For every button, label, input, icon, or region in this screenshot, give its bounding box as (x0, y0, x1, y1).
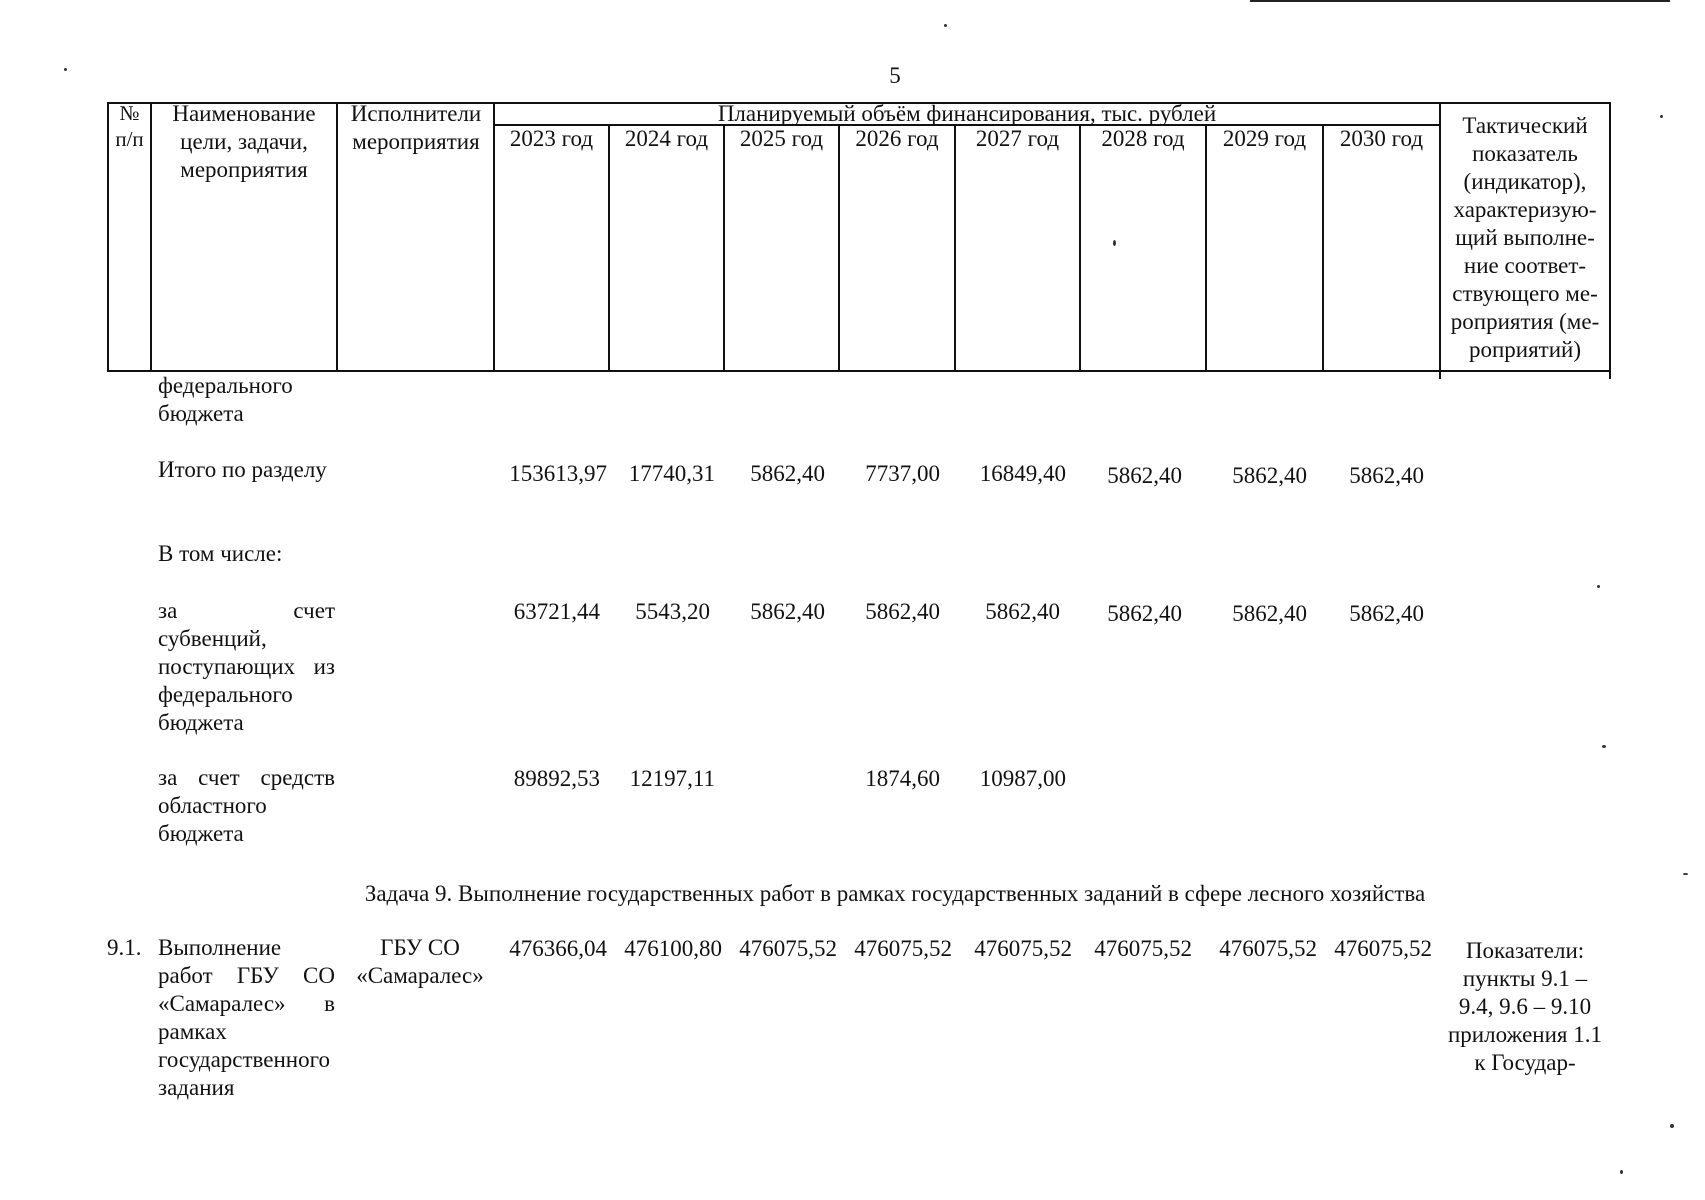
year-2023-header: 2023 год (509, 126, 594, 151)
item-9-1-name: Выполнение работ ГБУ СО «Самаралес» в рамках государственного задания (158, 935, 335, 1100)
scan-speck (1620, 1170, 1623, 1174)
col-executor-header: Исполнители мероприятия (350, 101, 482, 154)
subventions-2030: 5862,40 (1349, 601, 1424, 626)
item-9-1-executor (345, 934, 495, 990)
total-2030: 5862,40 (1349, 463, 1424, 488)
year-2025-header: 2025 год (739, 126, 824, 151)
regional-2023: 89892,53 (513, 766, 600, 791)
scan-speck (1660, 115, 1663, 118)
total-2028: 5862,40 (1107, 463, 1182, 488)
subventions-2027: 5862,40 (985, 599, 1060, 624)
regional-row-name: за счет средств областного бюджета (158, 765, 335, 846)
year-2027-header: 2027 год (975, 126, 1060, 151)
continuation-text: федерального бюджета (158, 373, 293, 426)
scan-top-line (1250, 0, 1670, 2)
col-indicator-header: Тактический показатель (индикатор), характеризую-щий выполне-ние соответ-ствующего ме-роприятия (ме-роприятий) (1450, 113, 1600, 362)
item-9-1-2026: 476075,52 (854, 936, 952, 961)
total-2023: 153613,97 (509, 461, 607, 486)
year-2026-header: 2026 год (855, 126, 939, 151)
year-2028-header: 2028 год (1101, 126, 1185, 151)
total-2027: 16849,40 (979, 461, 1066, 486)
task-9-title: Задача 9. Выполнение государственных работ в рамках государственных заданий в сфере лесного хозяйства (364, 881, 1426, 906)
item-9-1-2029: 476075,52 (1219, 936, 1317, 961)
subventions-2026: 5862,40 (865, 599, 940, 624)
scan-speck (1597, 585, 1600, 588)
scan-speck (64, 68, 67, 71)
subventions-2028: 5862,40 (1107, 601, 1182, 626)
page-number: 5 (889, 63, 901, 88)
scan-speck (1683, 873, 1688, 875)
regional-2024: 12197,11 (629, 766, 715, 791)
total-2029: 5862,40 (1232, 463, 1307, 488)
item-9-1-2030: 476075,52 (1334, 936, 1432, 961)
col-num-header: № п/п (115, 101, 144, 151)
scan-speck (944, 24, 947, 27)
subventions-2025: 5862,40 (750, 599, 825, 624)
table-header (107, 102, 1611, 376)
item-9-1-number: 9.1. (107, 935, 142, 960)
scan-speck (1602, 745, 1606, 748)
item-9-1-2023: 476366,04 (509, 936, 607, 961)
item-9-1-2025: 476075,52 (739, 936, 837, 961)
item-9-1-executor-line1: ГБУ СО (380, 935, 460, 960)
subventions-2029: 5862,40 (1232, 601, 1307, 626)
total-row-name: Итого по разделу (158, 457, 327, 482)
year-2029-header: 2029 год (1222, 126, 1307, 151)
year-2024-header: 2024 год (624, 126, 709, 151)
item-9-1-indicator: Показатели: пункты 9.1 – 9.4, 9.6 – 9.10 приложения 1.1 к Государ- (1447, 938, 1602, 1075)
scan-speck (1670, 1124, 1674, 1128)
subventions-row-name: за счет субвенций, поступающих из федерального бюджета (158, 598, 335, 735)
item-9-1-2027: 476075,52 (974, 936, 1072, 961)
subventions-2024: 5543,20 (635, 599, 710, 624)
total-2026: 7737,00 (865, 461, 940, 486)
item-9-1-2024: 476100,80 (624, 936, 722, 961)
year-2030-header: 2030 год (1339, 126, 1424, 151)
including-label: В том числе: (158, 541, 283, 566)
total-2025: 5862,40 (750, 461, 825, 486)
total-2024: 17740,31 (628, 461, 715, 486)
col-name-header: Наименование цели, задачи, мероприятия (172, 101, 316, 182)
scan-speck (1113, 240, 1116, 246)
item-9-1-2028: 476075,52 (1094, 936, 1192, 961)
col-funding-header: Планируемый объём финансирования, тыс. рублей (717, 101, 1217, 126)
item-9-1-executor-line2: «Самаралес» (356, 963, 484, 988)
subventions-2023: 63721,44 (513, 599, 600, 624)
regional-2026: 1874,60 (865, 766, 940, 791)
regional-2027: 10987,00 (979, 766, 1066, 791)
